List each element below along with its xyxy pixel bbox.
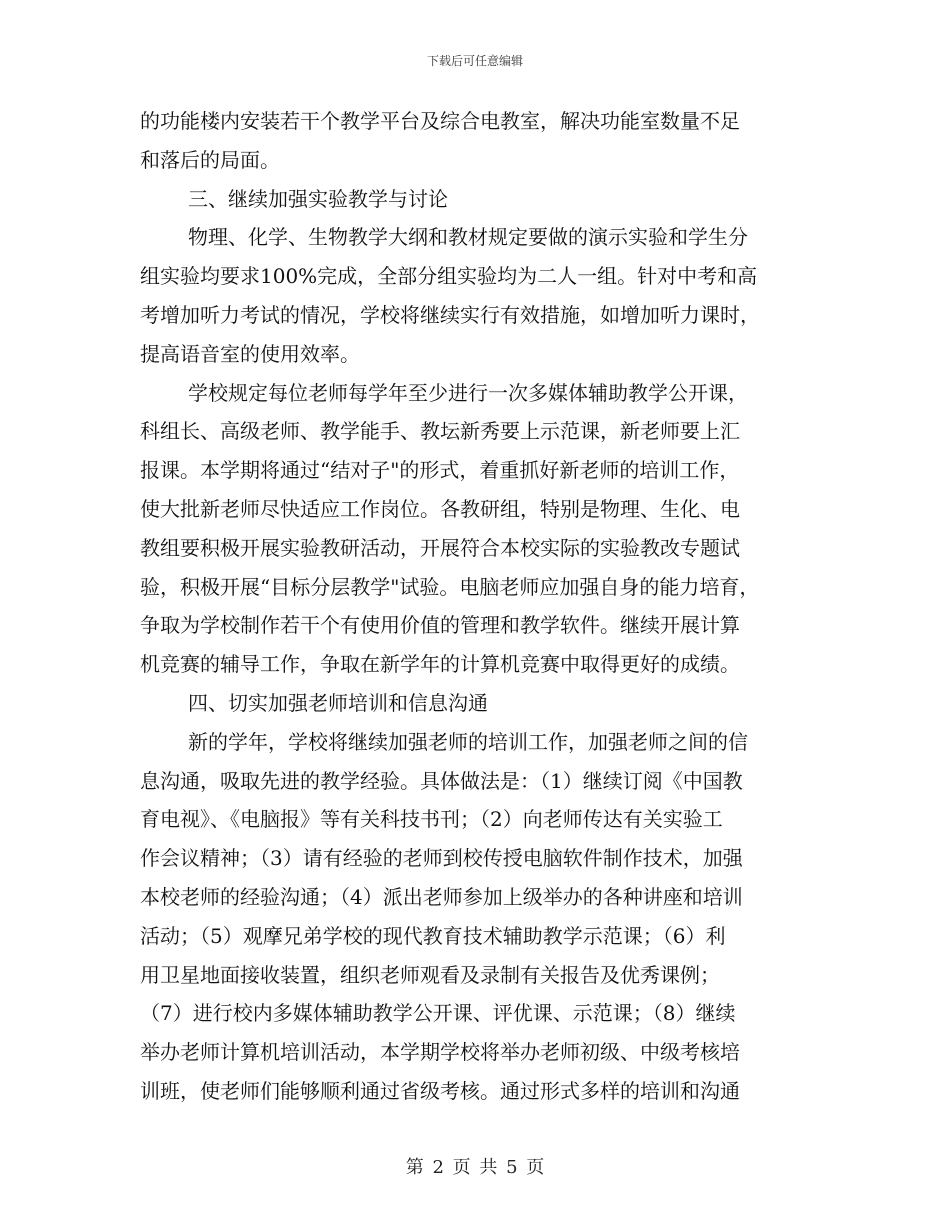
text-line: 息沟通，吸取先进的教学经验。具体做法是：（1）继续订阅《中国教 xyxy=(140,768,743,793)
text-line: 和落后的局面。 xyxy=(140,147,280,172)
text-line: 科组长、高级老师、教学能手、教坛新秀要上示范课，新老师要上汇 xyxy=(140,419,740,444)
text-line: 验，积极开展“目标分层教学"试验。电脑老师应加强自身的能力培育， xyxy=(140,574,760,599)
section-heading: 四、切实加强老师培训和信息沟通 xyxy=(188,690,488,715)
document-body xyxy=(140,102,810,1111)
page-header: 下载后可任意编辑 xyxy=(426,54,523,68)
text-line: 使大批新老师尽快适应工作岗位。各教研组，特别是物理、生化、电 xyxy=(140,496,740,521)
text-line: 举办老师计算机培训活动，本学期学校将举办老师初级、中级考核培 xyxy=(140,1040,740,1065)
text-line: 组实验均要求100%完成，全部分组实验均为二人一组。针对中考和高 xyxy=(140,264,758,289)
text-line: 新的学年，学校将继续加强老师的培训工作，加强老师之间的信 xyxy=(188,729,748,754)
text-line: 用卫星地面接收装置，组织老师观看及录制有关报告及优秀课例； xyxy=(140,962,720,987)
text-line: 的功能楼内安装若干个教学平台及综合电教室，解决功能室数量不足 xyxy=(140,109,740,133)
text-line: 考增加听力考试的情况，学校将继续实行有效措施，如增加听力课时， xyxy=(140,302,760,327)
text-line: 机竞赛的辅导工作，争取在新学年的计算机竞赛中取得更好的成绩。 xyxy=(140,652,740,677)
text-line: 活动；（5）观摩兄弟学校的现代教育技术辅助教学示范课；（6）利 xyxy=(140,923,726,948)
text-line: 报课。本学期将通过“结对子"的形式，着重抓好新老师的培训工作， xyxy=(140,458,740,483)
text-line: 提高语音室的使用效率。 xyxy=(140,341,360,366)
text-line: 物理、化学、生物教学大纲和教材规定要做的演示实验和学生分 xyxy=(188,225,748,250)
text-line: 学校规定每位老师每学年至少进行一次多媒体辅助教学公开课， xyxy=(188,380,748,405)
text-line: 训班，使老师们能够顺利通过省级考核。通过形式多样的培训和沟通 xyxy=(140,1078,740,1103)
text-line: 作会议精神；（3）请有经验的老师到校传授电脑软件制作技术，加强 xyxy=(140,846,743,871)
text-line: 本校老师的经验沟通；（4）派出老师参加上级举办的各种讲座和培训 xyxy=(140,884,743,909)
text-line: 教组要积极开展实验教研活动，开展符合本校实际的实验教改专题试 xyxy=(140,535,740,560)
text-line: 育电视》、《电脑报》等有关科技书刊；（2）向老师传达有关实验工 xyxy=(140,807,723,832)
text-line: （7）进行校内多媒体辅助教学公开课、评优课、示范课；（8）继续 xyxy=(140,1001,736,1026)
page-number: 第 2 页 共 5 页 xyxy=(405,1157,545,1178)
text-line: 争取为学校制作若干个有使用价值的管理和教学软件。继续开展计算 xyxy=(140,613,740,638)
section-heading: 三、继续加强实验教学与讨论 xyxy=(188,186,448,211)
